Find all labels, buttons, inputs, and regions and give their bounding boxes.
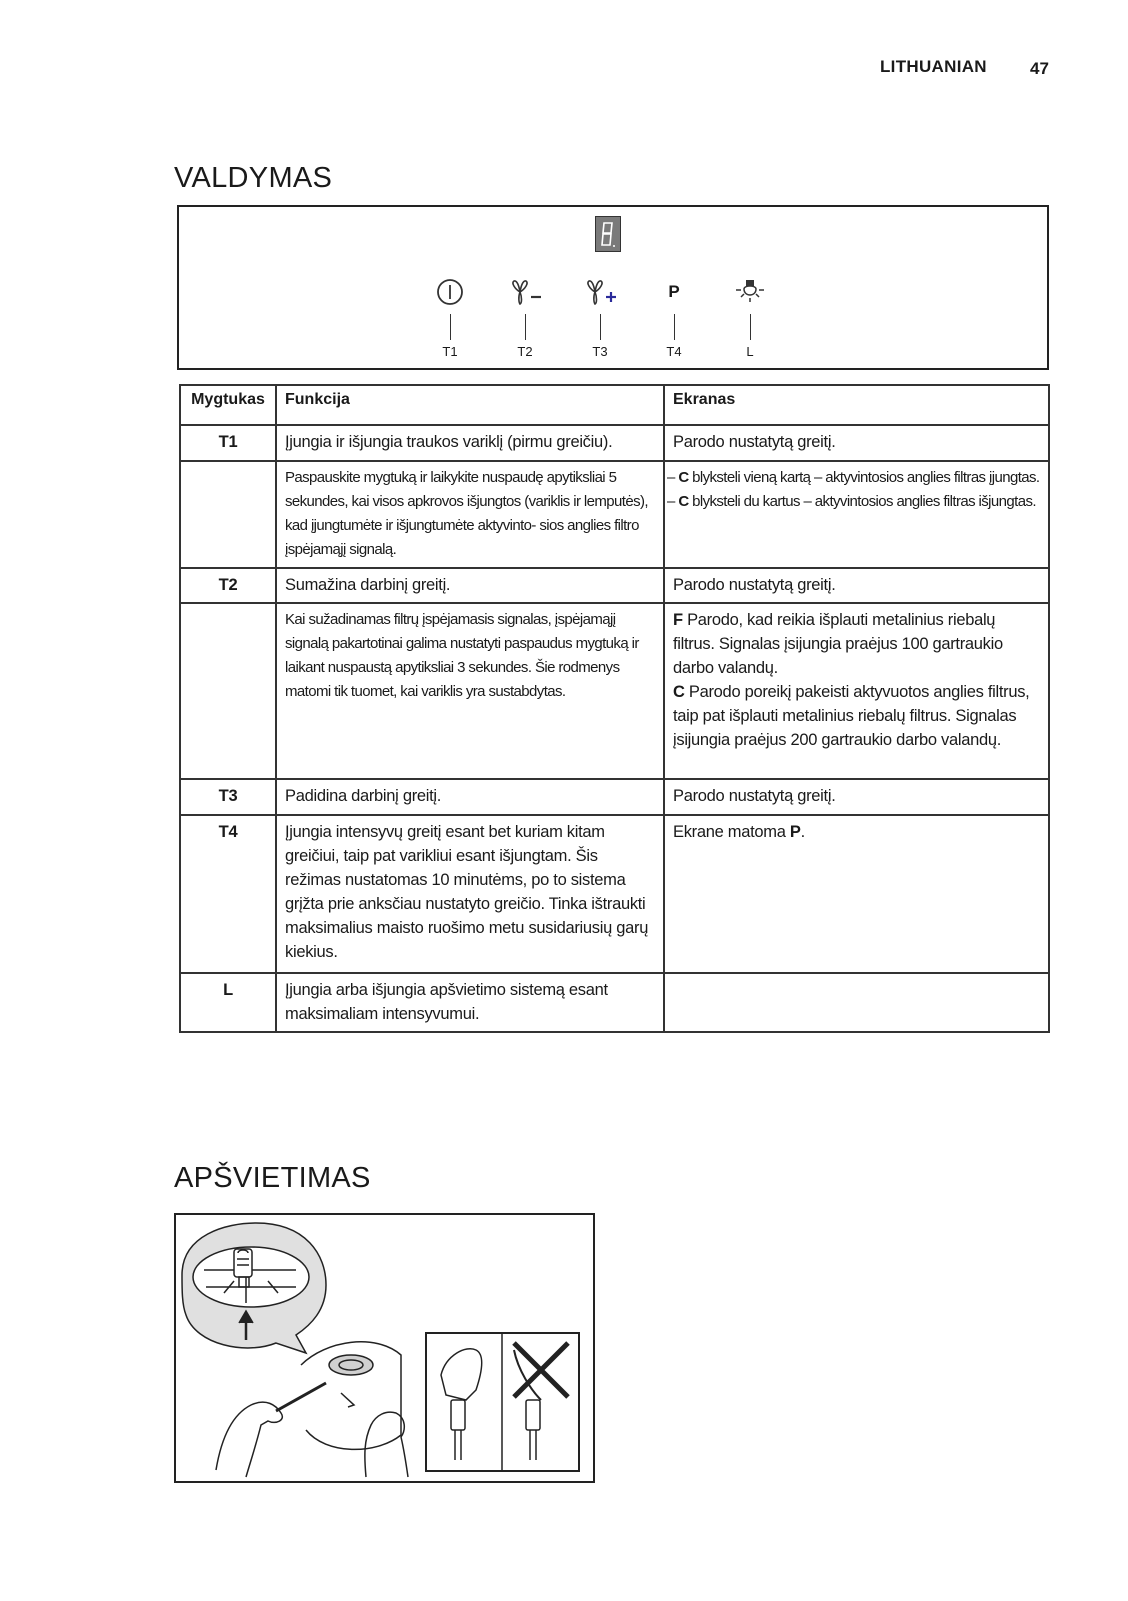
button-t1[interactable] [420, 275, 480, 365]
table-row [180, 568, 1049, 603]
cell-button: T2 [180, 568, 276, 603]
cell-display: Parodo nustatytą greitį. [664, 568, 1049, 603]
section-title-lighting: APŠVIETIMAS [174, 1162, 371, 1194]
power-icon [435, 277, 465, 307]
control-panel-diagram [177, 205, 1049, 370]
cell-display: Parodo nustatytą greitį. [664, 425, 1049, 461]
controls-table [179, 384, 1050, 1033]
button-label: T2 [517, 344, 533, 359]
display-key: P [789, 823, 801, 841]
cell-button [180, 603, 276, 779]
table-header-row [180, 385, 1049, 425]
header-language: LITHUANIAN [880, 57, 987, 76]
display-key: C [678, 469, 689, 486]
lamp-replacement-drawing [176, 1215, 593, 1481]
cell-function: Paspauskite mygtuką ir laikykite nuspaudę apytiksliai 5 sekundes, kai visos apkrovos išjungtos (variklis ir lemputės), kad įjungtumėte ir išjungtumėte aktyvinto- sios anglies filtro įspėjamąjį signalą. [276, 461, 664, 568]
cell-button: T1 [180, 425, 276, 461]
cell-button: L [180, 973, 276, 1032]
dash: – [667, 493, 679, 510]
display-key: C [673, 683, 685, 701]
cell-display [664, 461, 1049, 568]
button-t2[interactable] [495, 275, 555, 365]
button-l[interactable] [720, 275, 780, 365]
button-label: L [746, 344, 754, 359]
cell-function: Sumažina darbinį greitį. [276, 568, 664, 603]
display-line [673, 608, 1040, 680]
cell-function: Kai sužadinamas filtrų įspėjamasis signalas, įspėjamąjį signalą pakartotinai galima nustatyti paspaudus mygtuką ir laikant nuspaustą apytiksliai 3 sekundes. Šie rodmenys matomi tik tuomet, kai variklis yra sustabdytas. [276, 603, 664, 779]
cell-display: Parodo nustatytą greitį. [664, 779, 1049, 815]
intensive-p-icon: P [668, 282, 680, 301]
display-key: F [673, 611, 683, 629]
cell-display [664, 973, 1049, 1032]
display-text: Ekrane matoma [673, 823, 790, 841]
table-row [180, 973, 1049, 1032]
display-text: Parodo poreikį pakeisti aktyvuotos anglies filtrus, taip pat išplauti metalinius riebalų filtrus. Signalas įsijungia praėjus 200 gartraukio darbo valandų. [673, 683, 1030, 749]
cell-button: T3 [180, 779, 276, 815]
table-row [180, 461, 1049, 568]
display-text: blyksteli du kartus – aktyvintosios anglies filtras išjungtas. [688, 493, 1036, 510]
display-text: blyksteli vieną kartą – aktyvintosios anglies filtras įjungtas. [688, 469, 1040, 486]
cell-button: T4 [180, 815, 276, 973]
header-display: Ekranas [664, 385, 1049, 425]
fan-plus-icon [580, 277, 620, 307]
table-row [180, 815, 1049, 973]
page-number: 47 [1030, 59, 1049, 78]
cell-function: Įjungia ir išjungia traukos variklį (pirmu greičiu). [276, 425, 664, 461]
button-label: T1 [442, 344, 458, 359]
table-row [180, 603, 1049, 779]
display-line [673, 680, 1040, 752]
header-button: Mygtukas [180, 385, 276, 425]
cell-display [664, 815, 1049, 973]
button-label: T4 [666, 344, 682, 359]
button-t4[interactable] [644, 275, 704, 365]
light-bulb-icon [734, 277, 766, 307]
cell-function: Padidina darbinį greitį. [276, 779, 664, 815]
cell-button [180, 461, 276, 568]
button-label: T3 [592, 344, 608, 359]
button-t3[interactable] [570, 275, 630, 365]
display-key: C [678, 493, 689, 510]
section-title-control: VALDYMAS [174, 162, 333, 194]
fan-minus-icon [505, 277, 545, 307]
display-text: Parodo, kad reikia išplauti metalinius riebalų filtrus. Signalas įsijungia praėjus 100 gartraukio darbo valandų. [673, 611, 1003, 677]
cell-function: Įjungia intensyvų greitį esant bet kuriam kitam greičiui, taip pat varikliui esant išjungtam. Šis režimas nustatomas 10 minutėms, po to sistema grįžta prie anksčiau nustatyto greičio. Tinka ištraukti maksimalius maisto ruošimo metu susidariusių garų kiekius. [276, 815, 664, 973]
cell-function: Įjungia arba išjungia apšvietimo sistemą esant maksimaliam intensyvumui. [276, 973, 664, 1032]
digit-8-icon [596, 217, 620, 251]
display-text: . [800, 823, 805, 841]
seven-segment-display [595, 216, 621, 252]
lamp-replacement-illustration [174, 1213, 595, 1483]
dash: – [667, 469, 679, 486]
display-line [667, 466, 1040, 490]
table-row [180, 779, 1049, 815]
display-line [667, 490, 1040, 514]
cell-display [664, 603, 1049, 779]
header-function: Funkcija [276, 385, 664, 425]
table-row [180, 425, 1049, 461]
